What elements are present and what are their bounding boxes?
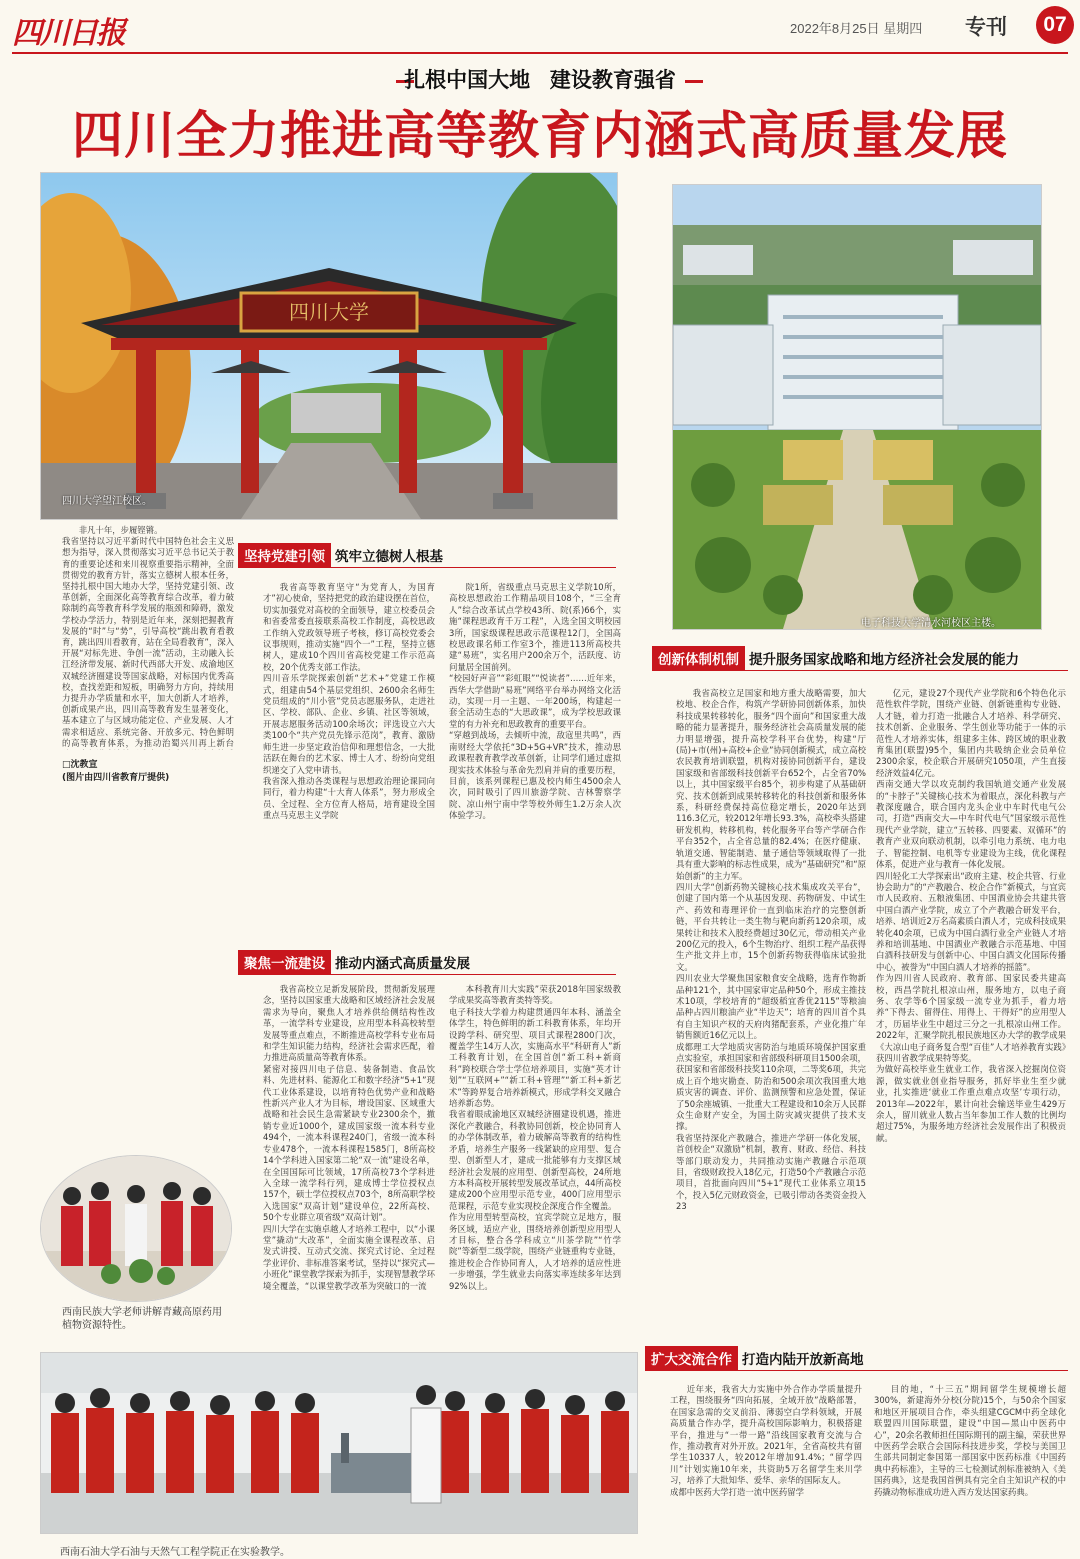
photo-petroleum-lab bbox=[40, 1352, 638, 1534]
article-text-9: 目的地，“十三五”期间留学生规模增长超300%，新建海外分校(分院)15个，与50余个国家和地区开展项目合作，牵头组建CGCM中药全球化联盟四川国际联盟，建设“中国—黑山中医药中心”，20余名教师担任国际期刊的副主编，荣获世界中医药学会联合会国际科技进步奖，学校与美国卫生部共同制定参国第一部国家中医药标准《中国药典中药标准》，主导的三七检测试剂标准被纳入《美国药典》，这是我国首例具有完全自主知识产权的中药撬动物标准成功进入西方发达国家药典。 bbox=[874, 1384, 1066, 1497]
section-rule-3 bbox=[652, 670, 1068, 671]
section-heading-4 bbox=[645, 1346, 864, 1370]
article-text-6: 我省高校立足国家和地方重大战略需要，加大校地、校企合作，构筑产学研协同创新体系，加快科技成果转移转化，服务“四个面向”和国家重大战略的能力显著提升，服务经济社会高质量发展的能力明显增强，提升高校学科平台优势，构建“厅(局)+市(州)+高校+企业”协同创新模式，成立高校农民教育培训联盟，机构对接协同创新平台，建设国家级和省部级科技创新平台652个，占全省70%以上，其中国家级平台85个，初步构建了从基础研究、技术创新到成果转移转化的科技创新和服务体系，科研经费保持高位稳定增长，2020年达到116.3亿元，较2012年增长93.3%，高校牵头搭建研发机构，转移机构，转化服务平台等产学研合作平台352个，占全省总量的82.4%；在医疗健康、轨道交通、智能制造、量子通信等领域取得了一批具有重大影响的标志性成果，成为“基础研究”和“原始创新”的主力军。 四川大学“创新药物关键核心技术集成攻关平台”，创建了国内第一个从基因发现、药物研发、中试生产、药效和毒理评价一直到临床治疗的完整创新链，平台共转让一类生物与靶向新药120余项，成果转让和技术入股经费超过30亿元，带动相关产业200亿元的投入，6个生物治疗、组织工程产品获得生产批文并上市，15个创新药物获得临床试验批文。 四川农业大学聚焦国家粮食安全战略，选育作物新品种121个，其中国家审定品种50个，形成主推技术10项，学校培育的“超级稻宜香优2115”等粮油品种占四川粮油产业“半边天”；培育的四川首个具有自主知识产权的天府肉猪配套系，产业化推广年销售额近16亿元以上。 成都理工大学地质灾害防治与地质环境保护国家重点实验室，承担国家和省部级科研项目1500余项，获国家和省部级科技奖110余项，二等奖6项，共完成上百个地灾勘查、防治和500余项次我国重大地质灾害的调查、评价、监测预警和应急处置，保证了50余座城镇、一批重大工程建设和10余万人民群众生命财产安全，为国土防灾减灾提供了技术支撑。 我省坚持深化产教融合，推进产学研一体化发展，首创校企“双激励”机制，教育、财政、经信、科技等部门联动发力，共同推动实施产教融合示范项目，省级财政投入18亿元，打造50个产教融合示范项目，首批面向四川“5+1”现代工业体系立项15个，投入5亿元财政资金，已吸引带动各类资金投入23 bbox=[676, 688, 866, 1212]
students-illustration bbox=[41, 1156, 231, 1301]
photo-campus-main-building bbox=[672, 184, 1042, 630]
lab-illustration bbox=[41, 1353, 637, 1533]
article-text-5: 本科教育川大实践”荣获2018年国家级教学成果奖高等教育类特等奖。 电子科技大学着力构建贯通四年本科、涵盖全体学生，特色鲜明的新工科教育体系，年均开设跨学科、研究型、项目式课程2800门次，覆盖学生14万人次，实施高水平“科研育人”新工科教育计划，在全国首创“新工科+新商科”跨校联合学士学位培养项目，实施“英才计划”“互联网+”“新工科+管理”“新工科+新艺术”等跨界复合培养新模式，形成学科交叉融合培养新态势。 我省着眼成渝地区双城经济圈建设机遇，推进深化产教融合，科教协同创新，校企协同育人的办学体制改革，着力破解高等教育的结构性矛盾，培养生产服务一线紧缺的应用型、复合型、创新型人才，建成一批能够有力支撑区域经济社会发展的应用型、创新型高校，24所地方本科高校开展转型发展改革试点，44所高校建成200个应用型示范专业，400门应用型示范课程，示范专业实现校企深度合作全覆盖。 作为应用型转型高校，宜宾学院立足地方，服务区域，适应产业，围绕培养创新型应用型人才目标，整合各学科成立“川茶学院”“竹学院”等新型二级学院，围绕产业链重构专业链，推进校企合作协同育人，人才培养的适应性进一步增强，学生就业去向落实率连续多年达到92%以上。 bbox=[449, 984, 621, 1291]
masthead bbox=[0, 0, 1080, 52]
lead-column bbox=[62, 525, 234, 750]
gate-illustration bbox=[41, 173, 617, 519]
article-text-3: 院1所，省级重点马克思主义学院10所，高校思想政治工作精品项目108个，“三全育人”综合改革试点学校43所、院(系)66个，实施“课程思政育千万工程”，入选全国文明校园3所，国家级课程思政示范课程12门，全国高校思政课名师工作室3个，推进113所高校共建“易班”，实名用户200余万个，活跃度、访问量居全国前列。 “校园好声音”“彩虹眼”“悦读者”……近年来，西华大学借助“易班”网络平台举办网络文化活动，实现一月一主题、一年200场，构建起一套全活动生态的“大思政课”，成为学校思政课堂的有力补充和思政教育的重要平台。 “穿越到战场，去倾听中流，敌寇里共鸣”，西南财经大学依托“3D+5G+VR”技术，推动思政课程教育教学改革创新，让同学们通过虚拟现实技术体验与革命先烈肩并肩的重要历程，目前，该系列课程已惠及校内师生4500余人次，同时吸引了四川旅游学院、吉林警察学院、凉山州宁南中学等校外师生1.2万余人次体验学习。 bbox=[449, 582, 621, 821]
section-tag-3: 创新体制机制 bbox=[652, 646, 745, 670]
section-rule-1 bbox=[238, 567, 616, 568]
section-rule-2 bbox=[238, 974, 616, 975]
section-title-4: 打造内陆开放新高地 bbox=[742, 1352, 864, 1368]
article-text-2: 我省高等教育坚守“为党育人，为国育才”初心使命，坚持把党的政治建设摆在首位，切实加强党对高校的全面领导，建立校委员会和省委常委直接联系高校工作制度，高校思政工作纳入党政领导班子考核，修订高校党委会议事规则，推动实施“四个一”工程，坚持立德树人，建成10个四川省高校党建工作示范高校，20个优秀支部工作法。 四川音乐学院探索创新“艺术+”党建工作模式，组建由54个基层党组织、2600余名师生党员组成的“川小管”党员志愿服务队，走进社区、学校、部队、企业、乡镇、社区等领域，开展志愿服务活动100余场次；评选设立六大类100个“共产党员先锋示范岗”，教育、激励师生进一步坚定政治信仰和理想信念，一大批活跃在舞台的艺术家、博士人才、纷纷向党组织递交了入党申请书。 我省深入推动各类课程与思想政治理论课同向同行，着力构建“十大育人体系”，努力形成全员、全过程、全方位育人格局，培育建设全国重点马克思主义学院 bbox=[263, 582, 435, 821]
lead-text: 非凡十年，步履铿锵。 我省坚持以习近平新时代中国特色社会主义思想为指导，深入贯彻落实习近平总书记关于教育的重要论述和来川视察重要指示精神，全面贯彻党的教育方针，落实立德树人根本任务，坚持扎根中国大地办大学，坚持党建引领、改革创新，全面深化高等教育综合改革，着力破除制约高等教育科学发展的瓶颈和障碍，激发学校办学活力，特别是近年来，深刻把握教育发展的“时”与“势”，引导高校“跳出教育看教育，跳出四川看教育，站在全局看教育”，深入开展“对标先进、争创一流”活动，主动融入长江经济带发展、新时代西部大开发、成渝地区双城经济圈建设等国家战略，对标国内优秀高校，查找差距和短板，明确努力方向，持续用力提升办学质量和水平，加大创新人才培养，创新成果产出，四川高等教育发生显著变化，基本建立了与区域功能定位、产业发展、人才需求相适应、系统完备、开放多元、特色鲜明的高等教育体系，为推动治蜀兴川再上新台 bbox=[62, 525, 234, 748]
issue-date: 2022年8月25日 星期四 bbox=[790, 21, 923, 36]
photo-university-gate bbox=[40, 172, 618, 520]
caption-campus: 电子科技大学清水河校区主楼。 bbox=[861, 618, 1001, 629]
article-text-8: 近年来，我省大力实施中外合作办学质量提升工程，围绕服务“四向拓展，全域开放”战略部署，在国家急需的交叉前沿、薄弱空白学科领域，开展高质量合作办学，提升高校国际影响力，积极搭建平台，推进与“一带一路”沿线国家教育交流与合作，推动教育对外开放。2021年，全省高校共有留学生10337人，较2012年增加91.4%；“留学四川”计划实施10年来，共资助5万名留学生来川学习，培养了大批知华、爱华、亲华的国际友人。 成都中医药大学打造一流中医药留学 bbox=[670, 1384, 862, 1497]
article-column-8 bbox=[670, 1384, 862, 1552]
gate-sign-text: 四川大学 bbox=[289, 300, 369, 324]
section-label: 专刊 bbox=[965, 16, 1007, 39]
section-heading-1 bbox=[238, 543, 443, 567]
section-rule-4 bbox=[645, 1370, 1068, 1371]
section-title-3: 提升服务国家战略和地方经济社会发展的能力 bbox=[749, 652, 1019, 668]
section-tag-4: 扩大交流合作 bbox=[645, 1346, 738, 1370]
masthead-rule bbox=[12, 52, 1068, 54]
main-headline: 四川全力推进高等教育内涵式高质量发展 bbox=[71, 107, 1008, 166]
section-title-1: 筑牢立德树人根基 bbox=[335, 549, 443, 565]
campus-illustration bbox=[673, 185, 1041, 629]
article-column-6 bbox=[676, 688, 866, 1328]
article-column-7 bbox=[876, 688, 1066, 1328]
photo-students-botany bbox=[40, 1155, 232, 1302]
caption-students: 西南民族大学老师讲解青藏高原药用植物资源特性。 bbox=[62, 1307, 222, 1331]
kicker-dash-right bbox=[685, 80, 703, 83]
section-heading-3 bbox=[652, 646, 1019, 670]
caption-gate: 四川大学望江校区。 bbox=[62, 496, 152, 507]
section-tag-2: 聚焦一流建设 bbox=[238, 950, 331, 974]
caption-lab: 西南石油大学石油与天然气工程学院正在实验教学。 bbox=[60, 1547, 290, 1558]
newspaper-logo: 四川日报 bbox=[12, 16, 124, 51]
article-column-2 bbox=[263, 582, 435, 912]
article-column-4 bbox=[263, 984, 435, 1340]
page-number-badge: 07 bbox=[1036, 6, 1074, 44]
article-column-3 bbox=[449, 582, 621, 912]
byline: □沈教宣 (图片由四川省教育厅提供) bbox=[62, 760, 170, 783]
article-column-5 bbox=[449, 984, 621, 1340]
article-text-7: 亿元，建设27个现代产业学院和6个特色化示范性软件学院，围绕产业链、创新链重构专业链、人才链，着力打造一批融合人才培养、科学研究、技术创新、企业服务、学生创业等功能于一体的示范性人才培养实体，组建多主体、跨区域的职业教育集团(联盟)95个，集团内共吸纳企业会员单位2300余家，校企联合开展研究1050项，产生直接经济效益4亿元。 西南交通大学以攻克制约我国轨道交通产业发展的“卡脖子”关键核心技术为着眼点，深化科教与产教深度融合，联合国内龙头企业中车时代电气公司，打造“西南交大—中车时代电气”国家级示范性现代产业学院，建立“五转移、四要素、双循环”的教育产业双向联动机制，以牵引电力系统、电力电子、智能控制、电机等专业建设为主线，优化课程体系，促进产业与教育一体化发展。 四川轻化工大学探索出“政府主建、校企共管、行业协会助力”的“产教融合、校企合作”新模式，与宜宾市人民政府、五粮液集团、中国酒业协会共建共管中国白酒产业学院，成立了个产教融合研发平台，培养、培训近2万名高素质白酒人才，完成科技成果转化40余项，已成为中国白酒行业全产业链人才培养和培训基地、中国酒业产教融合示范基地、中国白酒科技研发与创新中心、中国白酒文化国际传播中心，被誉为“中国白酒人才培养的摇篮”。 作为四川省人民政府、教育部、国家民委共建高校，西昌学院扎根凉山州，服务地方，以电子商务、农学等6个国家级一流专业为抓手，着力培养“下得去、留得住、用得上、干得好”的应用型人才，历届毕业生中超过三分之一扎根凉山州工作。2022年，汇聚学院扎根民族地区办大学的教学成果《大凉山电子商务复合型“百佳”人才培养教育实践》获四川省教学成果特等奖。 为做好高校毕业生就业工作，我省深入挖掘岗位资源，做实就业创业指导服务，抓好毕业生至少就业，扎实推进‘就业工作重点难点攻坚’专项行动，2013年—2022年，累计向社会输送毕业生429万余人，留川就业人数占当年参加工作人数的比例均超过75%，为服务地方经济社会发展作出了积极贡献。 bbox=[876, 688, 1066, 1143]
section-tag-1: 坚持党建引领 bbox=[238, 543, 331, 567]
headline-kicker: 扎根中国大地 建设教育强省 bbox=[404, 69, 676, 92]
article-text-4: 我省高校立足新发展阶段，贯彻新发展理念，坚持以国家重大战略和区域经济社会发展需求为导向，聚焦人才培养供给侧结构性改革，一流学科专业建设，应用型本科高校转型发展等重点难点，不断推进高校学科专业布局和学生知识能力结构，经济社会需求匹配，着力推进高质量高等教育体系。 紧密对接四川电子信息、装备制造、食品饮料、先进材料、能源化工和数字经济“5+1”现代工业体系建设，以培育特色优势产业和战略性新兴产业人才为目标，增设国家、区域重大战略和社会民生急需紧缺专业2300余个，撤销专业近1000个，建成国家级一流本科专业494个，一流本科课程240门，省级一流本科专业478个，一流本科课程1585门，8所高校14个学科进入国家第二轮“双一流”建设名单，在全国国际可比领域，17所高校73个学科进入全球一流学科行列，建成博士学位授权点157个，硕士学位授权点703个，8所高职学校入选国家“双高计划”建设单位，22所高校、50个专业群立项省级“双高计划”。 四川大学在实施卓越人才培养工程中，以“小课堂”撬动“大改革”，全面实施全课程改革、启发式讲授、互动式交流、探究式讨论、全过程学业评价、非标准答案考试，坚持以“探究式—小班化”课堂教学探索为抓手，实现智慧教学环境全覆盖，“以课堂教学改革为突破口的一流 bbox=[263, 984, 435, 1291]
article-column-9 bbox=[874, 1384, 1066, 1552]
section-title-2: 推动内涵式高质量发展 bbox=[335, 956, 470, 972]
section-heading-2 bbox=[238, 950, 470, 974]
